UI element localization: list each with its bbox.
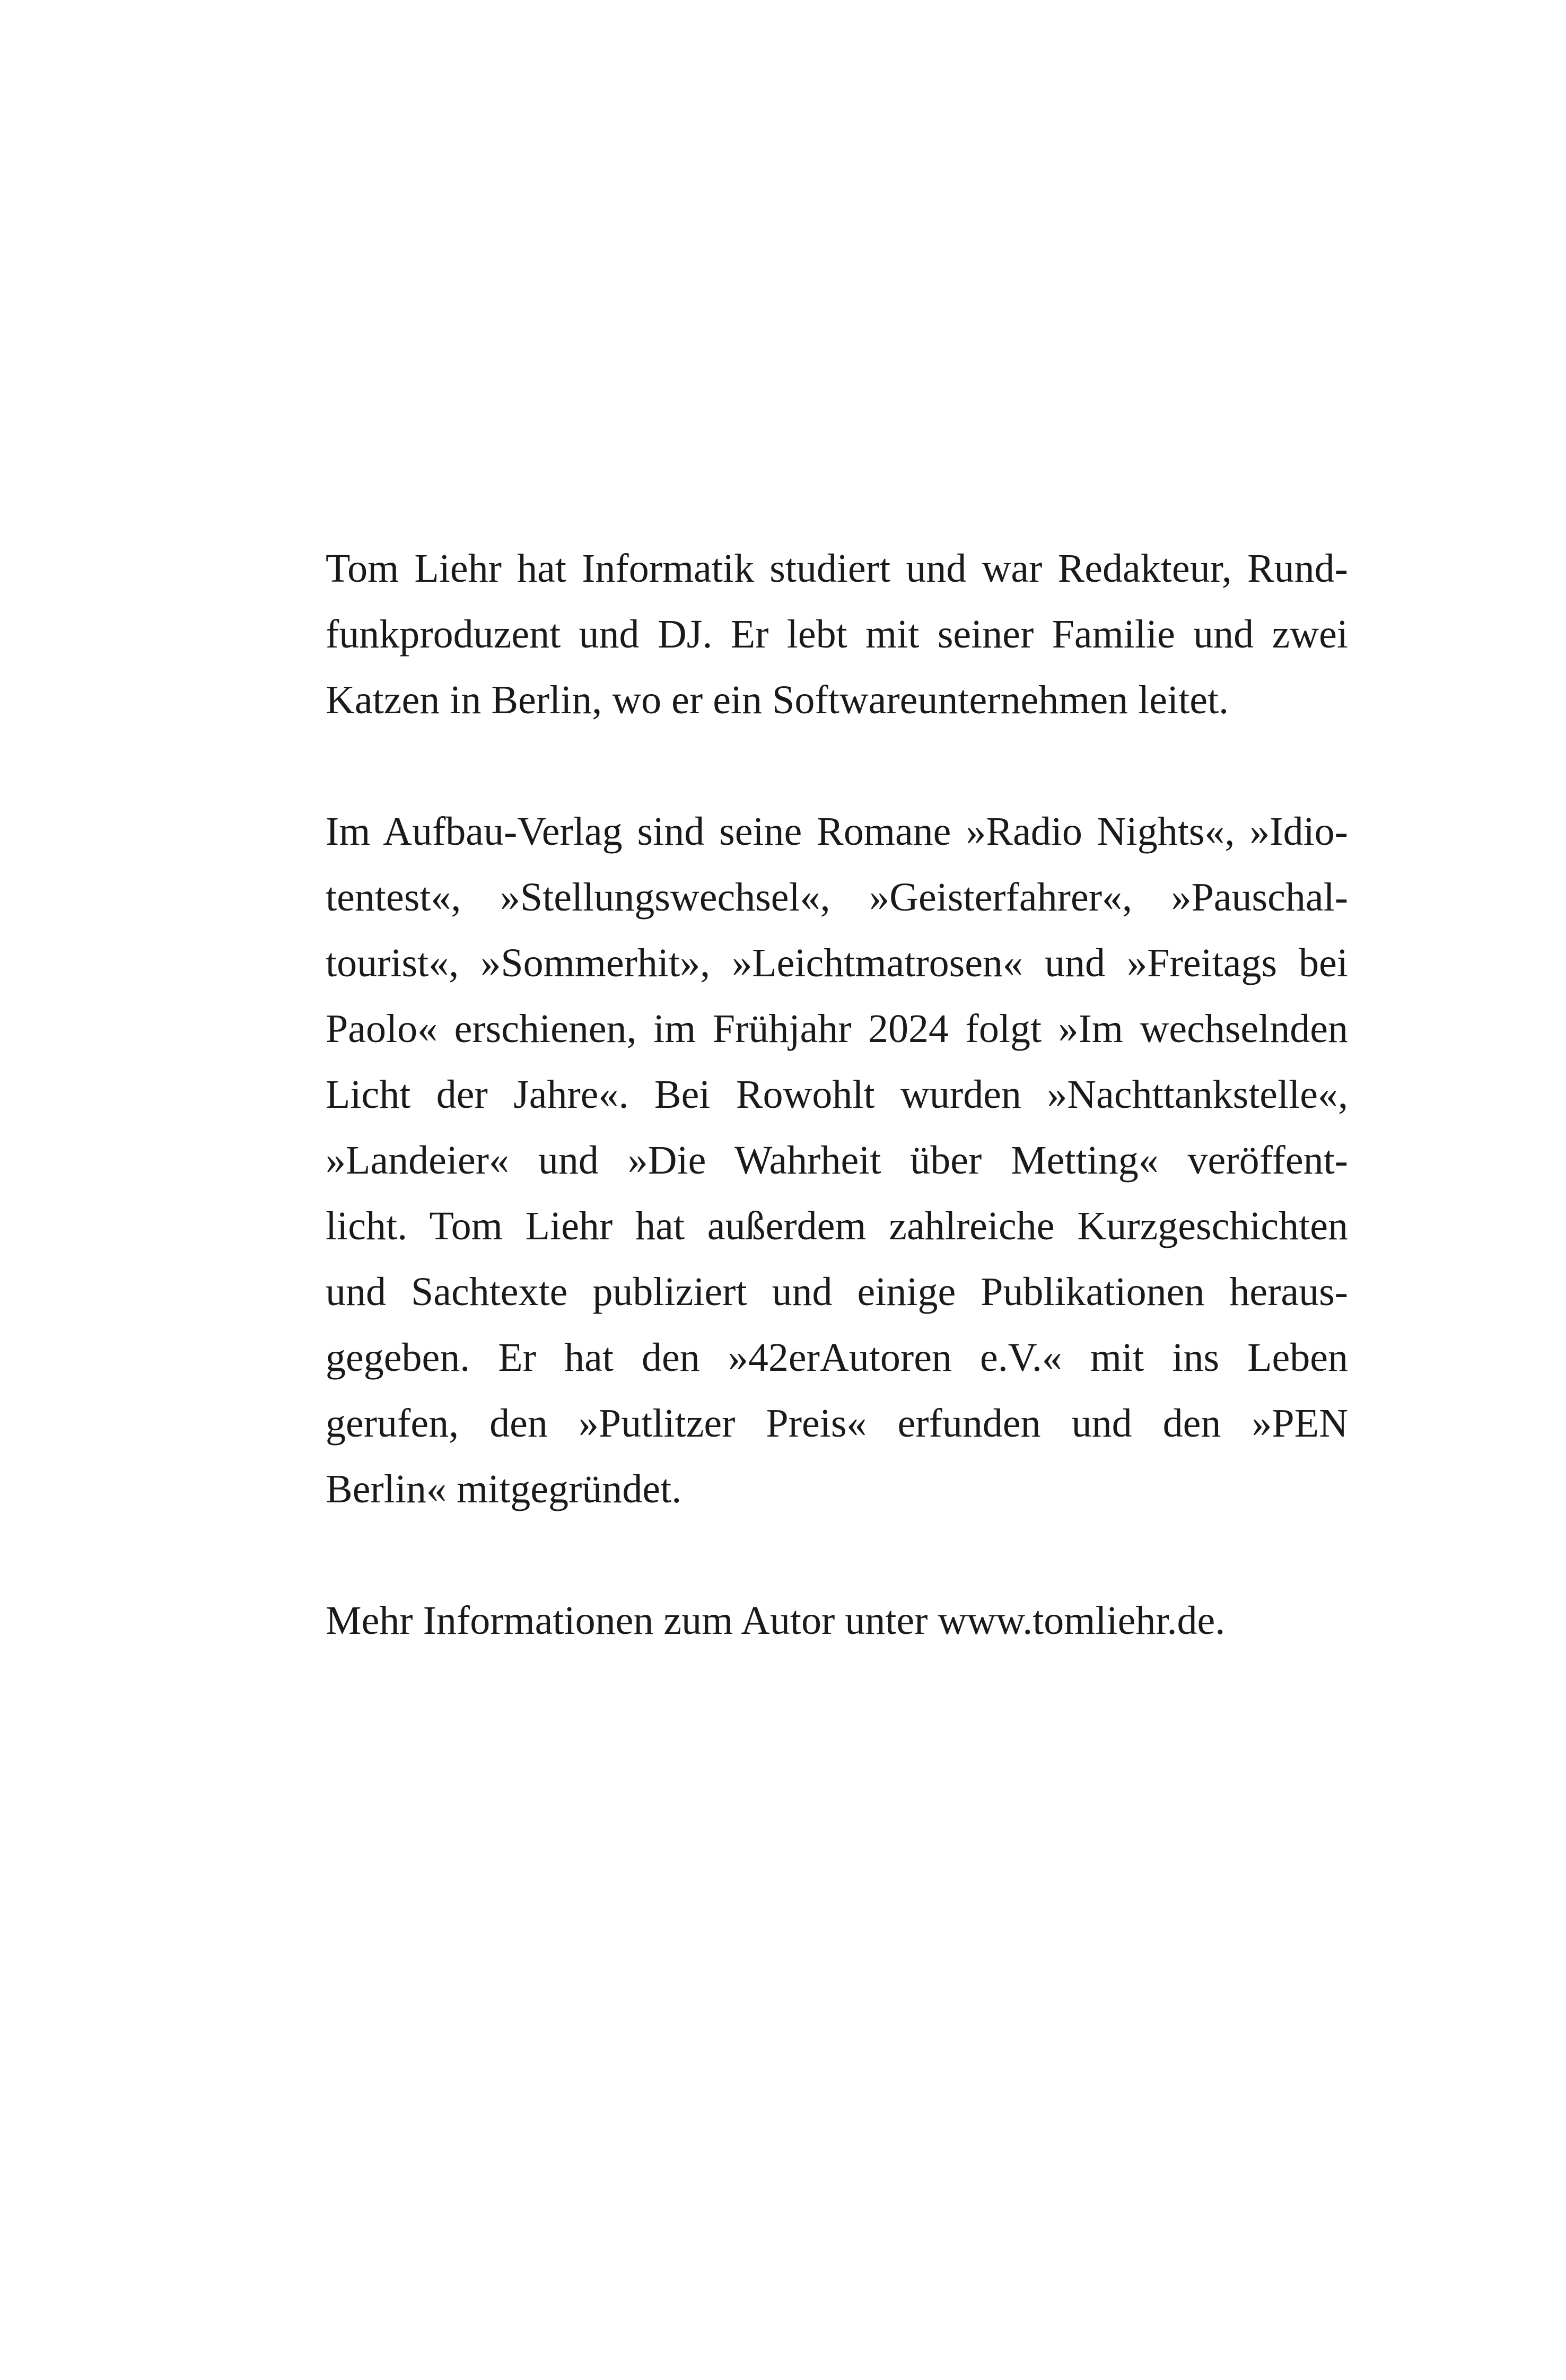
- text-line: gegeben. Er hat den »42erAutoren e.V.« mit ins Leben: [326, 1335, 1348, 1380]
- text-line: licht. Tom Liehr hat außerdem zahlreiche Kurzgeschichten: [326, 1204, 1348, 1248]
- text-line: Im Aufbau-Verlag sind seine Romane »Radio Nights«, »Idio-: [326, 809, 1348, 854]
- text-line: Paolo« erschienen, im Frühjahr 2024 folgt »Im wechselnden: [326, 1007, 1348, 1051]
- text-line: Licht der Jahre«. Bei Rowohlt wurden »Nachttankstelle«,: [326, 1072, 1348, 1117]
- more-info-paragraph: [326, 1588, 1348, 1653]
- text-line: Katzen in Berlin, wo er ein Softwareunternehmen leitet.: [326, 678, 1229, 722]
- bio-paragraph-2: [326, 799, 1348, 1522]
- text-line: gerufen, den »Putlitzer Preis« erfunden und den »PEN: [326, 1401, 1348, 1446]
- text-line: Tom Liehr hat Informatik studiert und war Redakteur, Rund-: [326, 546, 1348, 591]
- text-line: Berlin« mitgegründet.: [326, 1467, 682, 1511]
- text-line: funkproduzent und DJ. Er lebt mit seiner Familie und zwei: [326, 612, 1348, 657]
- text-line: Mehr Informationen zum Autor unter www.tomliehr.de.: [326, 1598, 1226, 1643]
- text-line: und Sachtexte publiziert und einige Publikationen heraus-: [326, 1270, 1348, 1314]
- author-bio: [326, 536, 1348, 1653]
- bio-paragraph-1: [326, 536, 1348, 733]
- text-line: »Landeier« und »Die Wahrheit über Metting« veröffent-: [326, 1138, 1348, 1183]
- text-line: tentest«, »Stellungswechsel«, »Geisterfahrer«, »Pauschal-: [326, 875, 1348, 920]
- text-line: tourist«, »Sommerhit», »Leichtmatrosen« und »Freitags bei: [326, 941, 1348, 985]
